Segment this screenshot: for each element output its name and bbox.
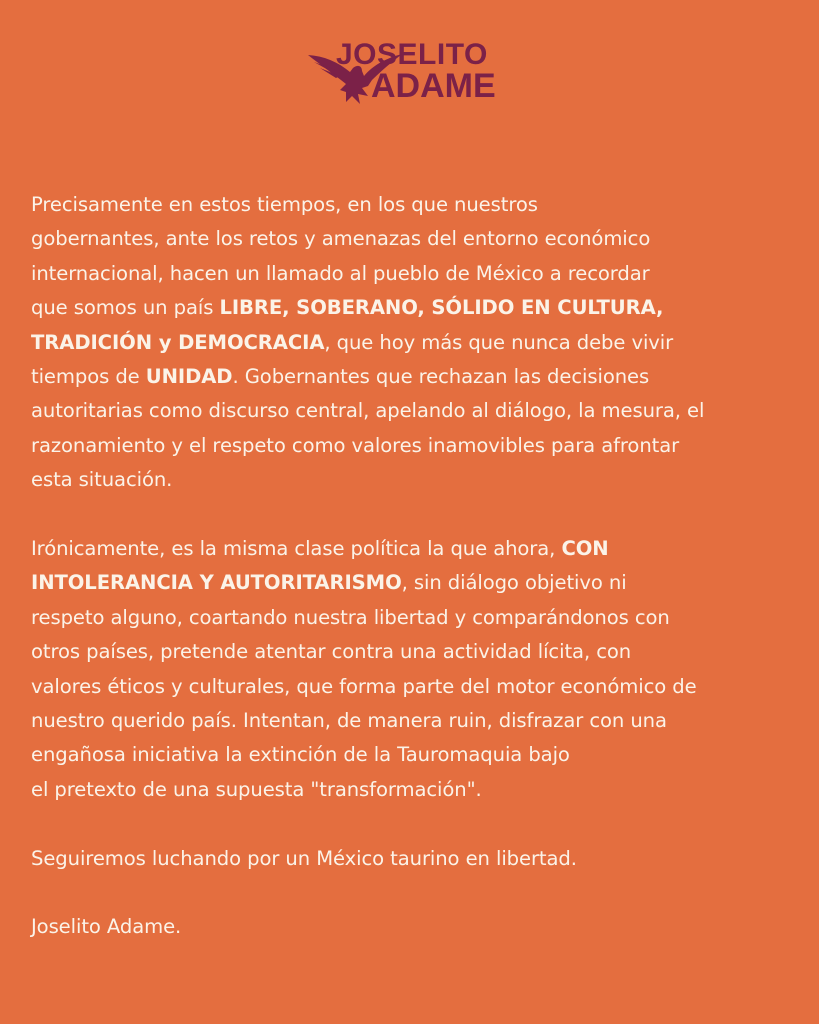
line-text: otros países, pretende atentar contra una actividad lícita, con: [31, 640, 632, 664]
text-line: [31, 566, 801, 600]
line-text: gobernantes, ante los retos y amenazas del entorno económico: [31, 227, 651, 251]
text-line: [31, 670, 801, 704]
signature: Joselito Adame.: [31, 915, 182, 939]
emphasis-text: INTOLERANCIA Y AUTORITARISMO: [31, 571, 402, 595]
line-text: nuestro querido país. Intentan, de manera ruin, disfrazar con una: [31, 709, 667, 733]
text-line: [31, 429, 801, 463]
emphasis-text: CON: [561, 537, 609, 561]
line-text: respeto alguno, coartando nuestra libertad y comparándonos con: [31, 605, 670, 629]
text-line: [31, 360, 801, 394]
line-text: internacional, hacen un llamado al pueblo de México a recordar: [31, 261, 650, 285]
line-text: . Gobernantes que rechazan las decisiones: [232, 365, 650, 389]
text-line: [31, 222, 801, 256]
emphasis-text: TRADICIÓN y DEMOCRACIA: [31, 330, 325, 354]
line-text: razonamiento y el respeto como valores inamovibles para afrontar: [31, 433, 680, 457]
text-line: [31, 394, 801, 428]
line-text: , que hoy más que nunca debe vivir: [324, 330, 674, 354]
logo-line1: JOSELITO: [336, 38, 488, 71]
text-line: [31, 188, 801, 222]
text-line: [31, 463, 801, 497]
text-line: [31, 257, 801, 291]
text-line: [31, 635, 801, 669]
paragraph-1: [31, 188, 801, 498]
text-line: [31, 291, 801, 325]
text-line: [31, 773, 801, 807]
line-text: Precisamente en estos tiempos, en los que nuestros: [31, 193, 538, 216]
text-line: [31, 532, 801, 566]
line-text: , sin diálogo objetivo ni: [401, 571, 627, 595]
emphasis-text: LIBRE, SOBERANO, SÓLIDO EN CULTURA,: [219, 296, 664, 320]
line-text: tiempos de: [31, 365, 146, 389]
text-line: [31, 601, 801, 635]
line-text: Irónicamente, es la misma clase política la que ahora,: [31, 537, 562, 561]
text-line: [31, 326, 801, 360]
paragraph-2: [31, 532, 801, 807]
line-text: engañosa iniciativa la extinción de la Tauromaquia bajo: [31, 743, 570, 767]
text-line: [31, 738, 801, 772]
brand-logo: [306, 36, 516, 108]
line-text: valores éticos y culturales, que forma parte del motor económico de: [31, 674, 697, 698]
logo-line2: ADAME: [371, 67, 496, 105]
statement-body: [31, 188, 801, 945]
emphasis-text: UNIDAD: [145, 365, 233, 389]
text-line: [31, 704, 801, 738]
line-text: esta situación.: [31, 468, 173, 492]
line-text: el pretexto de una supuesta "transformación".: [31, 777, 482, 801]
closing-line: Seguiremos luchando por un México taurino en libertad.: [31, 846, 577, 870]
line-text: autoritarias como discurso central, apelando al diálogo, la mesura, el: [31, 399, 705, 423]
line-text: que somos un país: [31, 296, 220, 320]
